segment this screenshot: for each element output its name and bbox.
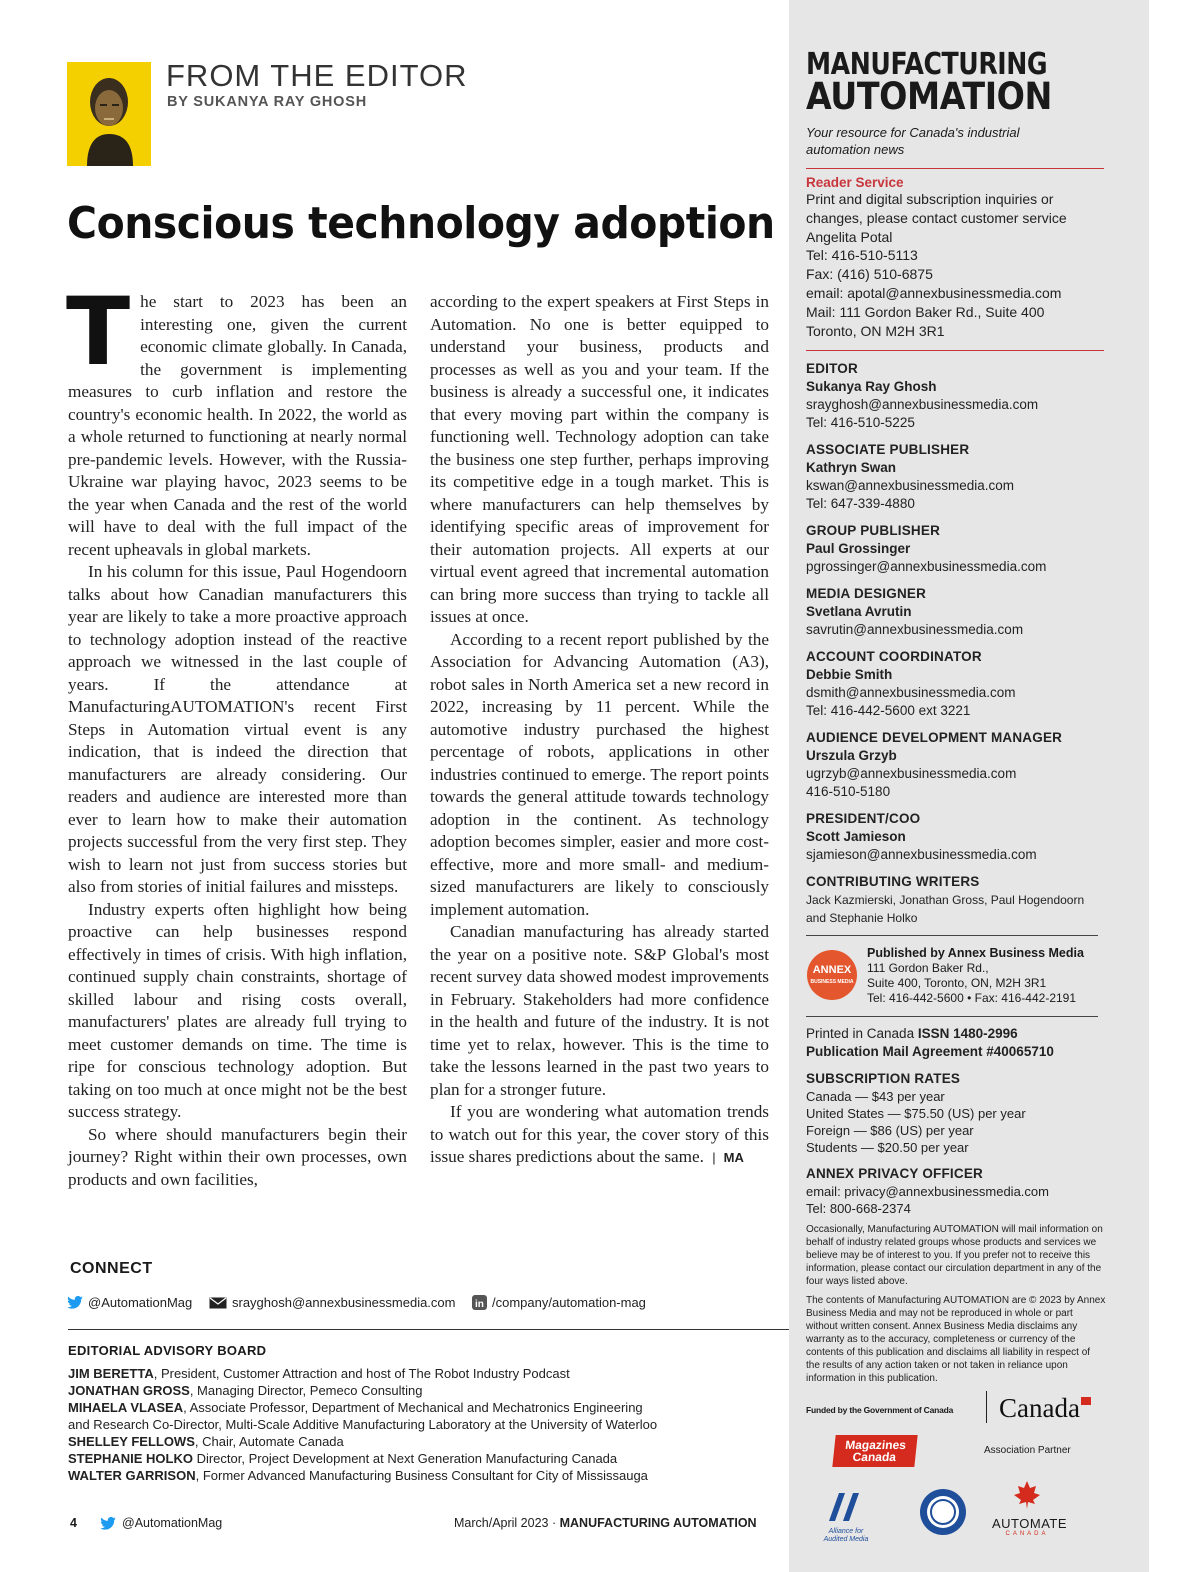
list-item: STEPHANIE HOLKO Director, Project Development at Next Generation Manufacturing Canada bbox=[68, 1451, 618, 1466]
divider bbox=[806, 168, 1104, 169]
certification-seal-icon bbox=[918, 1487, 968, 1537]
magazines-canada-logo: Magazines Canada bbox=[832, 1435, 917, 1467]
annex-logo: ANNEX BUSINESS MEDIA bbox=[807, 950, 857, 1000]
linkedin-icon bbox=[472, 1295, 487, 1310]
article-column-1 bbox=[66, 278, 407, 1191]
list-item: MIHAELA VLASEA, Associate Professor, Department of Mechanical and Mechatronics Engineering bbox=[68, 1400, 643, 1415]
reader-service-info: Print and digital subscription inquiries or changes, please contact customer service Angelita Potal Tel: 416-510-5113 Fax: (416) 510-6875 email: apotal@annexbusinessmedia.com Mail: 111 Gordon Baker Rd., Suite 400 Toronto, ON M2H 3R1 bbox=[806, 191, 1067, 339]
linkedin-link[interactable]: in /company/automation-mag bbox=[472, 1295, 646, 1310]
article-paragraph: So where should manufacturers begin their journey? Right within their own processes, own products and own facilities, bbox=[68, 1124, 407, 1189]
divider bbox=[806, 935, 1098, 936]
list-item: WALTER GARRISON, Former Advanced Manufacturing Business Consultant for City of Mississauga bbox=[68, 1468, 648, 1483]
advisory-heading: EDITORIAL ADVISORY BOARD bbox=[68, 1343, 267, 1358]
twitter-icon bbox=[100, 1517, 116, 1530]
article-paragraph: According to a recent report published by the Association for Advancing Automation (A3), robot sales in North America set a new record in 2022, increasing by 11 percent. While the automotive industry purchased the highest percentage of robots, applications in other industries continued to emerge. The report points towards the general attitude towards technology adoption in the continent. As technology adoption becomes simpler, easier and more cost-effective, more and more small- and medium-sized manufacturers are likely to consciously implement automation. bbox=[430, 629, 769, 919]
article-paragraph: Canadian manufacturing has already started the year on a positive note. S&P Global's most recent survey data showed modest improvements in February. Stakeholders had more confidence in the health and future of the industry. It is not time yet to relax, however. This is the time to take the lessons learned in the past two years to plan for a stronger future. bbox=[430, 922, 769, 1099]
publisher-block: ANNEX BUSINESS MEDIA Published by Annex Business Media 111 Gordon Baker Rd., Suite 400, Toronto, ON, M2H 3R1 Tel: 416-442-5600 • Fax: 416-442-2191 bbox=[806, 944, 1106, 1008]
reader-service-title: Reader Service bbox=[806, 175, 904, 190]
svg-text:in: in bbox=[475, 1299, 484, 1310]
maple-leaf-icon bbox=[1011, 1479, 1043, 1511]
editor-photo bbox=[67, 62, 151, 166]
divider bbox=[986, 1391, 987, 1423]
masthead-list: EDITOR Sukanya Ray Ghosh srayghosh@annexbusinessmedia.com Tel: 416-510-5225 ASSOCIATE PUBLISHER Kathryn Swan kswan@annexbusinessmedia.com Tel: 647-339-4880 GROUP PUBLISHER Paul Grossinger pgrossinger@annexbusinessmedia.com MEDIA DESIGNER Svetlana Avrutin savrutin@annexbusinessmedia.com ACCOUNT COORDINATOR Debbie Smith dsmith@annexbusinessmedia.com Tel: 416-442-5600 ext 3221 AUDIENCE DEVELOPMENT MANAGER Urszula Grzyb ugrzyb@annexbusinessmedia.com 416-510-5180 PRESIDENT/COO Scott Jamieson sjamieson@annexbusinessmedia.com CONTRIBUTING WRITERS Jack Kazmierski, Jonathan Gross, Paul Hogendoorn and Stephanie Holko bbox=[806, 361, 1085, 926]
list-item: and Research Co-Director, Multi-Scale Additive Manufacturing Laboratory at the University of Waterloo bbox=[68, 1417, 658, 1432]
envelope-icon bbox=[209, 1297, 227, 1309]
article-paragraph: The start to 2023 has been an interesting one, given the current economic climate globally. In Canada, the government is implementing measures to curb inflation and restore the country's economic health. In 2022, the world as a whole returned to functioning at nearly normal pre-pandemic levels. However, with the Russia-Ukraine war playing havoc, 2023 seems to be the year when Canada and the rest of the world will have to deal with the full impact of the recent upheavals in global markets. bbox=[66, 278, 407, 559]
funded-by-text: Funded by the Government of Canada bbox=[806, 1405, 954, 1416]
divider bbox=[68, 1329, 790, 1330]
article-paragraph: according to the expert speakers at First Steps in Automation. No one is better equipped to understand your business, products and processes as well as you and your team. If the business is already a successful one, it indicates that every moving part within the company is functioning well. Technology adoption can take the business one step further, perhaps improving its competitive edge in a tough market. This is where manufacturers can help themselves by identifying specific areas of improvement for their automation projects. All experts at our virtual event agreed that incremental automation can bring more success than trying to tackle all issues at once. bbox=[430, 292, 769, 626]
divider bbox=[806, 350, 1104, 351]
mailing-notice: Occasionally, Manufacturing AUTOMATION will mail information on behalf of industry related groups whose products and services we believe may be of interest to you. If you prefer not to receive this information, please contact our circulation department in any of the four ways listed above. bbox=[806, 1224, 1103, 1288]
twitter-link[interactable]: @AutomationMag bbox=[67, 1295, 192, 1310]
copyright-notice: The contents of Manufacturing AUTOMATION are © 2023 by Annex Business Media and may not be reproduced in whole or part without written consent. Annex Business Media disclaims any warranty as to the accuracy, completeness or currency of the contents of this publication and disclaims all liability in respect of the results of any action taken or not taken in reliance upon information in this publication. bbox=[806, 1295, 1106, 1385]
twitter-icon bbox=[67, 1296, 83, 1309]
list-item: JIM BERETTA, President, Customer Attraction and host of The Robot Industry Podcast bbox=[68, 1366, 570, 1381]
automate-canada-logo: AUTOMATE CANADA bbox=[992, 1479, 1062, 1537]
issue-line: March/April 2023 · MANUFACTURING AUTOMATION bbox=[454, 1516, 757, 1530]
section-title: FROM THE EDITOR bbox=[166, 58, 468, 93]
headline: Conscious technology adoption bbox=[67, 198, 775, 249]
publication-info: Printed in Canada ISSN 1480-2996 Publication Mail Agreement #40065710 SUBSCRIPTION RATES Canada — $43 per year United States — $75.50 (US) per year Foreign — $86 (US) per year Students — $20.50 per year ANNEX PRIVACY OFFICER email: privacy@annexbusinessmedia.com Tel: 800-668-2374 bbox=[806, 1026, 1054, 1217]
aam-logo: Alliance for Audited Media bbox=[816, 1491, 876, 1544]
byline: BY SUKANYA RAY GHOSH bbox=[167, 94, 367, 110]
canada-flag-icon bbox=[1081, 1397, 1091, 1405]
page-number: 4 bbox=[70, 1516, 77, 1530]
list-item: SHELLEY FELLOWS, Chair, Automate Canada bbox=[68, 1434, 344, 1449]
article-paragraph: If you are wondering what automation trends to watch out for this year, the cover story of this issue shares predictions about the same. | MA bbox=[430, 1101, 769, 1170]
tagline: Your resource for Canada's industrial automation news bbox=[806, 125, 1020, 157]
end-mark: | MA bbox=[712, 1150, 744, 1165]
article-paragraph: In his column for this issue, Paul Hogendoorn talks about how Canadian manufacturers this year are likely to take a more proactive approach to technology adoption instead of the reactive approach we witnessed in the last couple of years. If the attendance at ManufacturingAUTOMATION's recent First Steps in Automation virtual event is any indication, that is indeed the direction that manufacturers are already considering. Our readers and audience are interested more than ever to learn how to make their automation projects successful from the very first step. They wish to learn not just from success stories but also from stories of initial failures and missteps. bbox=[68, 562, 407, 896]
article-paragraph: Industry experts often highlight how being proactive can help businesses respond effectively in times of crisis. With high inflation, continued supply chain constraints, shortage of skilled labour and rising costs overall, manufacturers' plates are already full trying to meet customer demands on time. The time is ripe for conscious technology adoption. But taking on too much at once might not be the best success strategy. bbox=[68, 899, 407, 1121]
connect-heading: CONNECT bbox=[70, 1260, 153, 1277]
footer-twitter[interactable]: @AutomationMag bbox=[100, 1516, 222, 1530]
association-partner-label: Association Partner bbox=[984, 1445, 1071, 1457]
drop-cap: T bbox=[66, 278, 131, 387]
email-link[interactable]: srayghosh@annexbusinessmedia.com bbox=[209, 1295, 455, 1310]
partner-logos bbox=[806, 1395, 1106, 1565]
article-column-2 bbox=[430, 291, 769, 1170]
magazine-logo: MANUFACTURING AUTOMATION bbox=[806, 47, 1052, 118]
divider bbox=[806, 1016, 1098, 1017]
list-item: JONATHAN GROSS, Managing Director, Pemeco Consulting bbox=[68, 1383, 423, 1398]
canada-wordmark: Canada bbox=[999, 1393, 1091, 1424]
masthead-sidebar bbox=[789, 0, 1149, 1572]
advisory-list bbox=[68, 1365, 657, 1484]
